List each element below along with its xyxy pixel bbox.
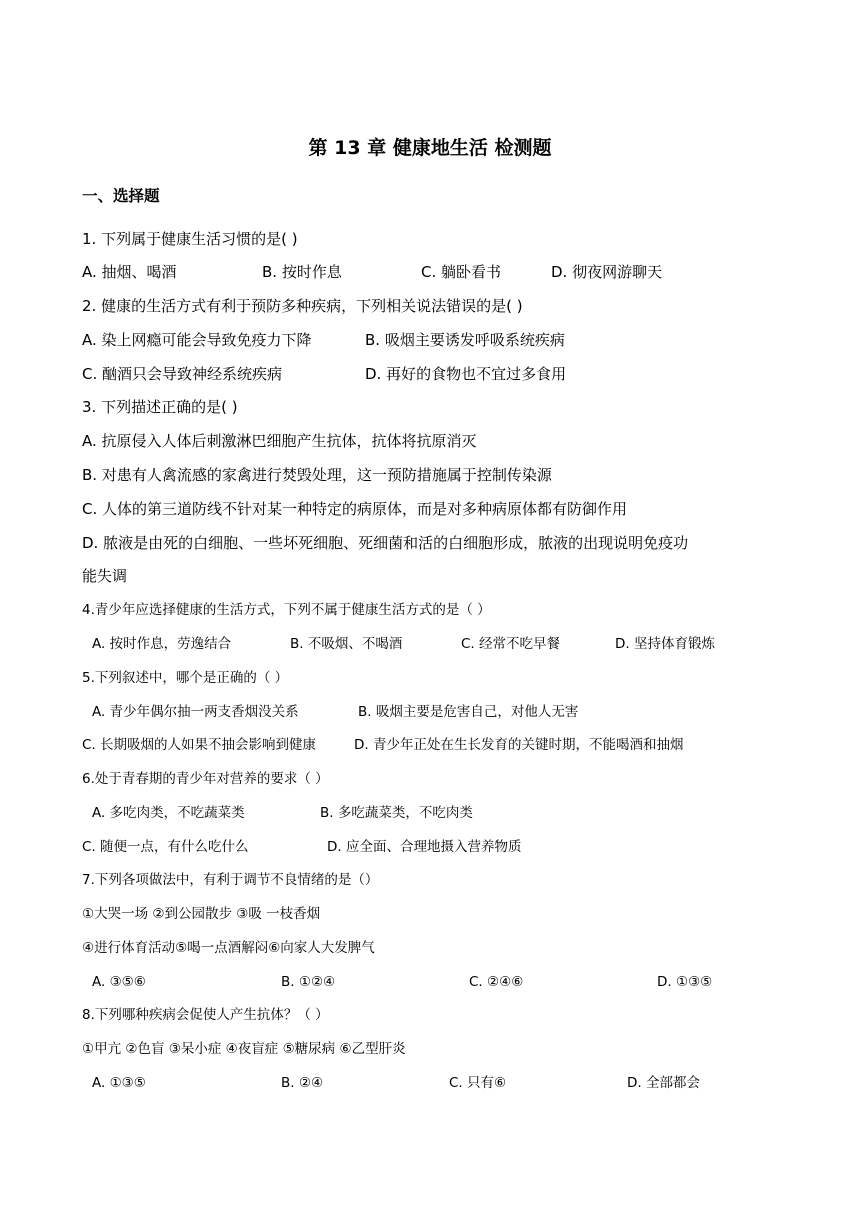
question-5-option-b: B. 吸烟主要是危害自己，对他人无害	[358, 704, 579, 720]
question-7-option-d: D. ①③⑤	[657, 974, 713, 990]
question-3-stem: 3. 下列描述正确的是( )	[82, 398, 238, 416]
question-1-option-d: D. 彻夜网游聊天	[551, 263, 663, 281]
question-4-option-a: A. 按时作息，劳逸结合	[92, 636, 232, 652]
question-6-option-d: D. 应全面、合理地摄入营养物质	[327, 839, 522, 855]
question-1-option-b: B. 按时作息	[262, 263, 342, 281]
question-7-items-line-2: ④进行体育活动⑤喝一点酒解闷⑥向家人大发脾气	[82, 940, 375, 956]
question-7-option-a: A. ③⑤⑥	[92, 974, 146, 990]
question-1-option-a: A. 抽烟、喝酒	[82, 263, 177, 281]
question-6-option-c: C. 随便一点，有什么吃什么	[82, 839, 249, 855]
question-4-option-b: B. 不吸烟、不喝酒	[290, 636, 403, 652]
question-8-option-a: A. ①③⑤	[92, 1075, 146, 1091]
question-2-option-b: B. 吸烟主要诱发呼吸系统疾病	[365, 331, 565, 349]
question-3-option-d: D. 脓液是由死的白细胞、一些坏死细胞、死细菌和活的白细胞形成，脓液的出现说明免疫功	[82, 534, 689, 552]
question-2-stem: 2. 健康的生活方式有利于预防多种疾病，下列相关说法错误的是( )	[82, 297, 523, 315]
question-2-option-c: C. 酗酒只会导致神经系统疾病	[82, 365, 283, 383]
question-2-option-d: D. 再好的食物也不宜过多食用	[365, 365, 567, 383]
section-heading: 一、选择题	[82, 187, 160, 205]
question-4-option-d: D. 坚持体育锻炼	[615, 636, 715, 652]
question-8-option-d: D. 全部都会	[627, 1075, 700, 1091]
question-7-option-c: C. ②④⑥	[469, 974, 524, 990]
question-5-option-d: D. 青少年正处在生长发育的关键时期，不能喝酒和抽烟	[354, 737, 684, 753]
question-6-stem: 6.处于青春期的青少年对营养的要求（ ）	[82, 771, 329, 787]
question-5-stem: 5.下列叙述中，哪个是正确的（ ）	[82, 670, 289, 686]
question-1-stem: 1. 下列属于健康生活习惯的是( )	[82, 230, 298, 248]
question-2-option-a: A. 染上网瘾可能会导致免疫力下降	[82, 331, 312, 349]
question-3-option-c: C. 人体的第三道防线不针对某一种特定的病原体，而是对多种病原体都有防御作用	[82, 500, 628, 518]
question-7-items-line-1: ①大哭一场 ②到公园散步 ③吸 一枝香烟	[82, 906, 321, 922]
question-6-option-a: A. 多吃肉类，不吃蔬菜类	[92, 805, 245, 821]
question-4-option-c: C. 经常不吃早餐	[461, 636, 561, 652]
page-title: 第 13 章 健康地生活 检测题	[308, 137, 552, 159]
question-8-option-c: C. 只有⑥	[449, 1075, 507, 1091]
question-7-stem: 7.下列各项做法中，有利于调节不良情绪的是（）	[82, 872, 379, 888]
question-8-stem: 8.下列哪种疾病会促使人产生抗体？（ ）	[82, 1007, 329, 1023]
question-8-items: ①甲亢 ②色盲 ③呆小症 ④夜盲症 ⑤糖尿病 ⑥乙型肝炎	[82, 1041, 406, 1057]
question-1-option-c: C. 躺卧看书	[421, 263, 502, 281]
question-4-stem: 4.青少年应选择健康的生活方式，下列不属于健康生活方式的是（ ）	[82, 602, 491, 618]
question-3-option-d-continued: 能失调	[82, 567, 128, 585]
question-8-option-b: B. ②④	[281, 1075, 324, 1091]
question-3-option-b: B. 对患有人禽流感的家禽进行焚毁处理，这一预防措施属于控制传染源	[82, 466, 552, 484]
question-6-option-b: B. 多吃蔬菜类，不吃肉类	[320, 805, 473, 821]
question-3-option-a: A. 抗原侵入人体后刺激淋巴细胞产生抗体，抗体将抗原消灭	[82, 432, 477, 450]
question-7-option-b: B. ①②④	[281, 974, 336, 990]
question-5-option-c: C. 长期吸烟的人如果不抽会影响到健康	[82, 737, 317, 753]
question-5-option-a: A. 青少年偶尔抽一两支香烟没关系	[92, 704, 299, 720]
